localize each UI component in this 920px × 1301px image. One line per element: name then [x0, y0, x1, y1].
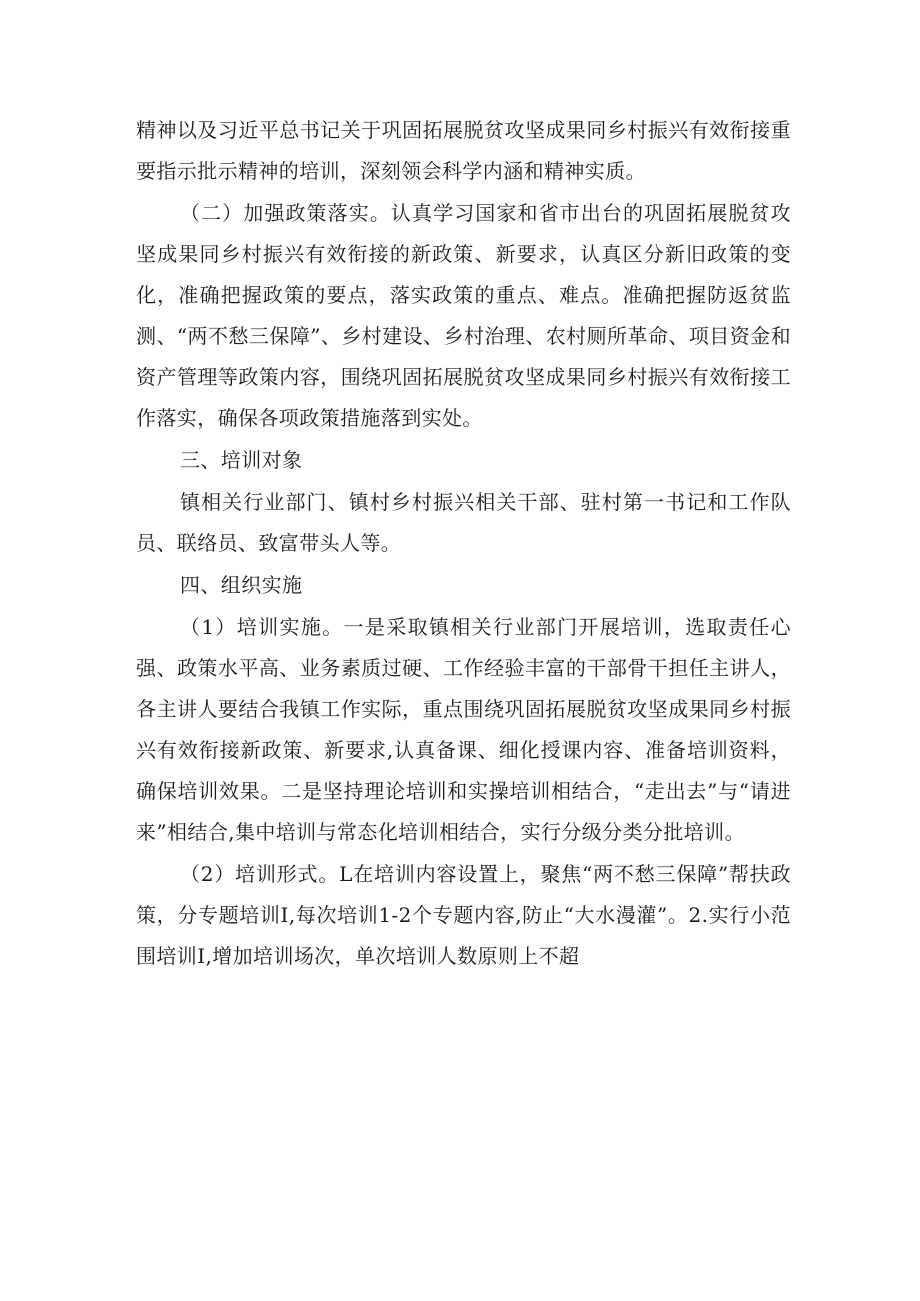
paragraph-policy-implementation: （二）加强政策落实。认真学习国家和省市出台的巩固拓展脱贫攻坚成果同乡村振兴有效衔接的新政策、新要求，认真区分新旧政策的变化，准确把握政策的要点，落实政策的重点、难点。准确把握防返贫监测、“两不愁三保障”、乡村建设、乡村治理、农村厕所革命、项目资金和资产管理等政策内容，围绕巩固拓展脱贫攻坚成果同乡村振兴有效衔接工作落实，确保各项政策措施落到实处。	[136, 201, 791, 430]
section-heading-organization: 四、组织实施	[180, 573, 303, 597]
paragraph-training-implementation: （1）培训实施。一是采取镇相关行业部门开展培训，选取责任心强、政策水平高、业务素质过硬、工作经验丰富的干部骨干担任主讲人，各主讲人要结合我镇工作实际，重点围绕巩固拓展脱贫攻坚成果同乡村振兴有效衔接新政策、新要求,认真备课、细化授课内容、准备培训资料，确保培训效果。二是坚持理论培训和实操培训相结合，“走出去”与“请进来”相结合,集中培训与常态化培训相结合，实行分级分类分批培训。	[136, 615, 791, 844]
paragraph-intro-continuation: 精神以及习近平总书记关于巩固拓展脱贫攻坚成果同乡村振兴有效衔接重要指示批示精神的培训，深刻领会科学内涵和精神实质。	[136, 118, 791, 183]
document-body	[136, 110, 791, 978]
section-heading-training-targets: 三、培训对象	[180, 448, 303, 472]
paragraph-training-format: （2）培训形式。L在培训内容设置上，聚焦“两不愁三保障”帮扶政策，分专题培训I,每次培训1-2个专题内容,防止“大水漫灌”。2.实行小范围培训I,增加培训场次，单次培训人数原则上不超	[136, 862, 791, 968]
paragraph-training-targets: 镇相关行业部门、镇村乡村振兴相关干部、驻村第一书记和工作队员、联络员、致富带头人等。	[136, 490, 791, 555]
